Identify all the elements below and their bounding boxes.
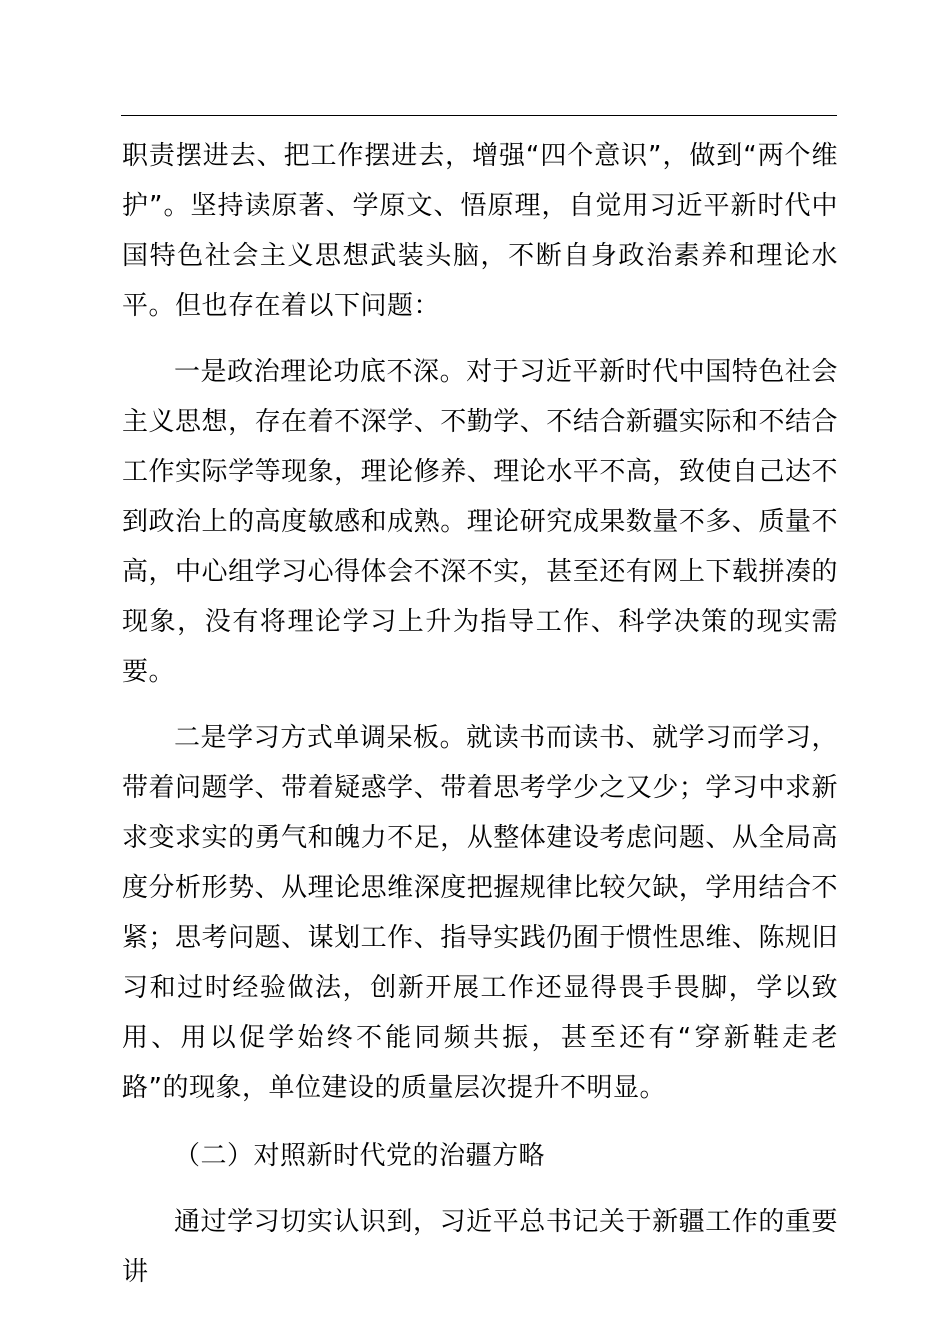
paragraph-continuation: 职责摆进去、把工作摆进去，增强“四个意识”，做到“两个维护”。坚持读原著、学原文、悟原理，自觉用习近平新时代中国特色社会主义思想武装头脑，不断自身政治素养和理论水平。但也存在着以下问题：: [122, 141, 838, 321]
section-heading: （二）对照新时代党的治疆方略: [174, 1141, 546, 1171]
document-body: [122, 131, 838, 1297]
header-rule: [121, 115, 837, 116]
paragraph-issue-two: 二是学习方式单调呆板。就读书而读书、就学习而学习，带着问题学、带着疑惑学、带着思考学少之又少；学习中求新求变求实的勇气和魄力不足，从整体建设考虑问题、从全局高度分析形势、从理论思维深度把握规律比较欠缺，学用结合不紧；思考问题、谋划工作、指导实践仍囿于惯性思维、陈规旧习和过时经验做法，创新开展工作还显得畏手畏脚，学以致用、用以促学始终不能同频共振，甚至还有“穿新鞋走老路”的现象，单位建设的质量层次提升不明显。: [122, 723, 838, 1103]
paragraph-issue-one: 一是政治理论功底不深。对于习近平新时代中国特色社会主义思想，存在着不深学、不勤学、不结合新疆实际和不结合工作实际学等现象，理论修养、理论水平不高，致使自己达不到政治上的高度敏感和成熟。理论研究成果数量不多、质量不高，中心组学习心得体会不深不实，甚至还有网上下载拼凑的现象，没有将理论学习上升为指导工作、科学决策的现实需要。: [122, 357, 838, 687]
paragraph-section-intro: 通过学习切实认识到，习近平总书记关于新疆工作的重要讲: [122, 1207, 838, 1287]
